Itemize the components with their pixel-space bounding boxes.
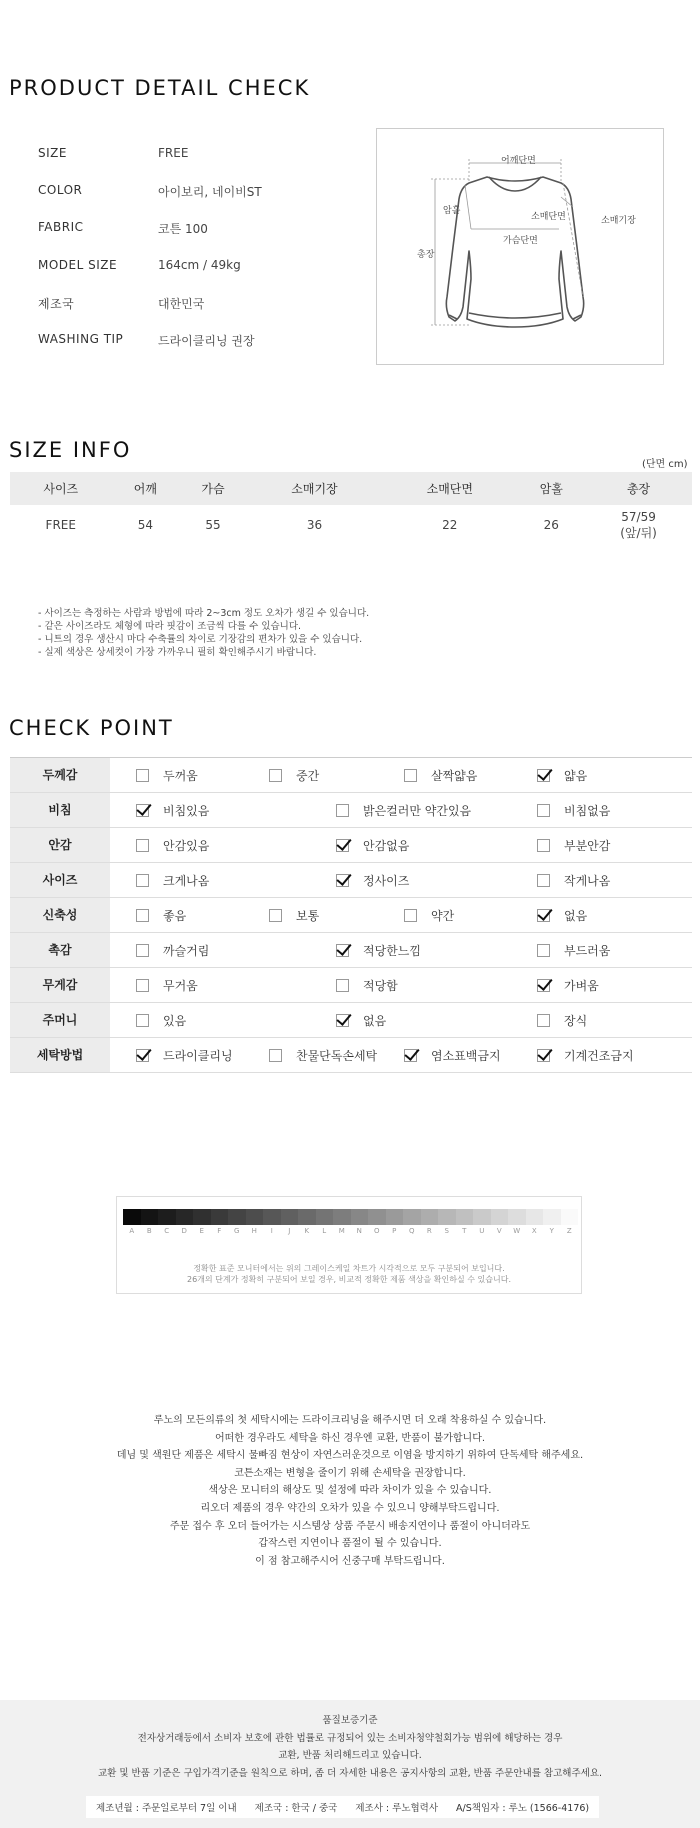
unchecked-box-icon[interactable] (136, 769, 149, 782)
unchecked-box-icon[interactable] (136, 1014, 149, 1027)
spec-row (38, 258, 358, 295)
check-row (10, 1003, 692, 1038)
checked-box-icon[interactable] (136, 804, 149, 817)
checked-box-icon[interactable] (336, 1014, 349, 1027)
gray-letter: J (288, 1227, 291, 1235)
spec-value: 아이보리, 네이비ST (158, 185, 262, 200)
size-note: - 사이즈는 측정하는 사람과 방법에 따라 2~3cm 정도 오차가 생길 수 있습니다. (38, 608, 370, 619)
gray-swatch (368, 1209, 386, 1225)
gray-letter: F (217, 1227, 222, 1235)
check-row-label: 무게감 (10, 968, 110, 1002)
gray-letter: I (270, 1227, 273, 1235)
label-sleeve-width: 소매단면 (531, 212, 566, 222)
gray-caption-line: 26개의 단계가 정확히 구분되어 보일 경우, 비교적 정확한 제품 색상을 확인하실 수 있습니다. (187, 1275, 511, 1284)
check-option[interactable] (136, 1038, 233, 1072)
check-row (10, 968, 692, 1003)
label-armhole: 암홀 (443, 206, 461, 216)
gray-letter: Y (549, 1227, 554, 1235)
check-option[interactable] (537, 898, 587, 932)
size-table (10, 472, 692, 545)
check-row-label: 세탁방법 (10, 1038, 110, 1072)
check-option[interactable] (336, 933, 421, 967)
check-option[interactable] (136, 793, 209, 827)
size-cell (585, 505, 692, 545)
gray-swatch (438, 1209, 456, 1225)
gray-letter: Z (566, 1227, 572, 1235)
gray-letter: N (356, 1227, 362, 1235)
check-option-label: 무거움 (163, 978, 198, 993)
check-option-label: 안감있음 (163, 838, 210, 853)
check-option[interactable] (136, 898, 186, 932)
size-cell (10, 505, 112, 545)
check-option-label: 있음 (163, 1013, 187, 1028)
gray-caption-line: 정확한 표준 모니터에서는 위의 그레이스케일 차트가 시각적으로 모두 구분되어 보입니다. (193, 1264, 505, 1273)
spec-value: 드라이클리닝 권장 (158, 333, 255, 348)
check-option-label: 없음 (564, 908, 588, 923)
check-option[interactable] (537, 1003, 587, 1037)
unchecked-box-icon[interactable] (537, 1014, 550, 1027)
size-cell-sub: (앞/뒤) (620, 525, 657, 540)
unchecked-box-icon[interactable] (136, 909, 149, 922)
footer-info-bar (86, 1796, 599, 1818)
gray-swatch (351, 1209, 369, 1225)
size-col-header: 암홀 (517, 472, 585, 505)
spec-label: FABRIC (38, 220, 84, 235)
gray-letter: U (479, 1227, 485, 1235)
spec-label: WASHING TIP (38, 331, 124, 346)
gray-letter: D (181, 1227, 187, 1235)
check-option[interactable] (537, 933, 610, 967)
check-option-label: 비침없음 (564, 803, 611, 818)
spec-label: 제조국 (38, 296, 75, 311)
unchecked-box-icon[interactable] (269, 1049, 282, 1062)
notice-line: 데님 및 색원단 제품은 세탁시 물빠짐 현상이 자연스러운것으로 이염을 방지하기 위하여 단독세탁 해주세요. (116, 1450, 584, 1462)
check-option-label: 살짝얇음 (431, 768, 478, 783)
gray-letter: A (129, 1227, 135, 1235)
spec-value: 코튼 100 (158, 222, 208, 237)
check-option[interactable] (537, 758, 587, 792)
unchecked-box-icon[interactable] (537, 804, 550, 817)
check-option-label: 비침있음 (163, 803, 210, 818)
gray-letter: M (338, 1227, 345, 1235)
check-row-label: 신축성 (10, 898, 110, 932)
check-option-label: 안감없음 (363, 838, 410, 853)
footer-line: 교환, 반품 처리해드리고 있습니다. (278, 1750, 422, 1761)
check-option[interactable] (336, 1003, 386, 1037)
gray-swatch (141, 1209, 159, 1225)
size-cell (179, 505, 247, 545)
size-note: - 니트의 경우 생산시 마다 수축률의 차이로 기장감의 편차가 있을 수 있습니다. (38, 634, 363, 645)
gray-letter: T (462, 1227, 467, 1235)
spec-list (38, 146, 358, 369)
size-col-header: 소매단면 (382, 472, 517, 505)
notice-line: 갑작스런 지연이나 품절이 될 수 있습니다. (258, 1538, 442, 1550)
checked-box-icon[interactable] (537, 1049, 550, 1062)
check-row (10, 1038, 692, 1073)
check-option-label: 중간 (296, 768, 320, 783)
check-option-label: 찬물단독손세탁 (296, 1048, 378, 1063)
check-option-label: 적당함 (363, 978, 398, 993)
check-option-label: 좋음 (163, 908, 187, 923)
check-option[interactable] (537, 968, 599, 1002)
notice-line: 루노의 모든의류의 첫 세탁시에는 드라이크리닝을 해주시면 더 오래 착용하실 수 있습니다. (153, 1415, 547, 1426)
check-option[interactable] (136, 933, 209, 967)
gray-swatch (333, 1209, 351, 1225)
check-option-label: 얇음 (564, 768, 588, 783)
checked-box-icon[interactable] (404, 1049, 417, 1062)
check-option[interactable] (136, 863, 209, 897)
gray-letter: G (234, 1227, 240, 1235)
check-option-label: 작게나옴 (564, 873, 611, 888)
notice-line: 어떠한 경우라도 세탁을 하신 경우엔 교환, 반품이 불가합니다. (214, 1432, 486, 1444)
footer-title: 품질보증기준 (322, 1715, 378, 1726)
checked-box-icon[interactable] (136, 1049, 149, 1062)
gray-letter: S (444, 1227, 449, 1235)
size-col-header: 가슴 (179, 472, 247, 505)
check-point-title: CHECK POINT (9, 716, 174, 740)
label-shoulder: 어깨단면 (501, 156, 536, 166)
footer-info-item: 제조사 : 루노협력사 (355, 1803, 439, 1814)
garment-diagram (376, 128, 664, 365)
check-option[interactable] (537, 863, 610, 897)
gray-swatch (508, 1209, 526, 1225)
check-row-label: 안감 (10, 828, 110, 862)
gray-swatch (561, 1209, 579, 1225)
check-option-label: 장식 (564, 1013, 588, 1028)
unchecked-box-icon[interactable] (136, 839, 149, 852)
check-option-label: 드라이클리닝 (163, 1048, 233, 1063)
check-option-label: 보통 (296, 908, 320, 923)
grayscale-panel (116, 1196, 582, 1294)
unchecked-box-icon[interactable] (136, 979, 149, 992)
size-cell (382, 505, 517, 545)
label-sleeve-length: 소매기장 (601, 216, 636, 226)
check-option[interactable] (136, 1003, 186, 1037)
footer-info-item: 제조년월 : 주문일로부터 7일 이내 (96, 1803, 237, 1814)
unchecked-box-icon[interactable] (336, 804, 349, 817)
grayscale-caption (117, 1263, 581, 1285)
size-col-header: 총장 (585, 472, 692, 505)
gray-swatch (123, 1209, 141, 1225)
gray-swatch (281, 1209, 299, 1225)
footer-info-item: 제조국 : 한국 / 중국 (254, 1803, 338, 1814)
gray-swatch (246, 1209, 264, 1225)
grayscale-letters (123, 1227, 578, 1235)
gray-letter: E (199, 1227, 204, 1235)
gray-swatch (403, 1209, 421, 1225)
gray-swatch (228, 1209, 246, 1225)
care-notice (0, 1412, 700, 1570)
check-option[interactable] (336, 968, 398, 1002)
spec-label: COLOR (38, 183, 83, 198)
gray-letter: B (146, 1227, 152, 1235)
size-cell-value: 26 (543, 518, 559, 532)
size-cell (112, 505, 180, 545)
unchecked-box-icon[interactable] (136, 874, 149, 887)
check-option-label: 기계건조금지 (564, 1048, 634, 1063)
check-option[interactable] (136, 968, 198, 1002)
unchecked-box-icon[interactable] (537, 839, 550, 852)
gray-swatch (421, 1209, 439, 1225)
spec-row (38, 146, 358, 183)
gray-letter: W (513, 1227, 521, 1235)
check-row (10, 758, 692, 793)
gray-letter: X (531, 1227, 537, 1235)
gray-swatch (473, 1209, 491, 1225)
notice-line: 코튼소재는 변형을 줄이기 위해 손세탁을 권장합니다. (234, 1467, 466, 1479)
gray-swatch (193, 1209, 211, 1225)
footer-line: 전자상거래등에서 소비자 보호에 관한 법률로 규정되어 있는 소비자청약철회가능 범위에 해당하는 경우 (137, 1732, 563, 1744)
check-option[interactable] (269, 898, 319, 932)
check-option-label: 가벼움 (564, 978, 599, 993)
check-option[interactable] (336, 828, 409, 862)
check-option[interactable] (404, 1038, 501, 1072)
check-row (10, 898, 692, 933)
gray-letter: L (322, 1227, 327, 1235)
label-chest: 가슴단면 (503, 236, 538, 246)
unchecked-box-icon[interactable] (136, 944, 149, 957)
gray-letter: O (373, 1227, 380, 1235)
check-option-label: 밝은컬러만 약간있음 (363, 803, 472, 818)
gray-swatch (456, 1209, 474, 1225)
size-info-title: SIZE INFO (9, 438, 132, 462)
check-option[interactable] (136, 758, 198, 792)
gray-letter: V (496, 1227, 502, 1235)
gray-swatch (211, 1209, 229, 1225)
size-cell-value: 22 (442, 518, 458, 532)
gray-swatch (386, 1209, 404, 1225)
check-row-label: 두께감 (10, 758, 110, 792)
check-option[interactable] (537, 828, 610, 862)
spec-row (38, 183, 358, 220)
check-option[interactable] (136, 828, 209, 862)
unchecked-box-icon[interactable] (269, 909, 282, 922)
checked-box-icon[interactable] (336, 839, 349, 852)
check-option-label: 적당한느낌 (363, 943, 421, 958)
spec-value: 대한민국 (158, 296, 205, 311)
unchecked-box-icon[interactable] (537, 944, 550, 957)
label-total-length: 총장 (417, 250, 435, 260)
gray-swatch (491, 1209, 509, 1225)
checked-box-icon[interactable] (336, 874, 349, 887)
size-notes (38, 607, 369, 659)
check-row-label: 촉감 (10, 933, 110, 967)
size-note: - 실제 색상은 상세컷이 가장 가까우니 필히 확인해주시기 바랍니다. (38, 647, 317, 658)
check-option-label: 부드러움 (564, 943, 611, 958)
gray-letter: K (304, 1227, 310, 1235)
spec-row (38, 220, 358, 257)
gray-swatch (158, 1209, 176, 1225)
spec-label: SIZE (38, 146, 67, 160)
check-option-label: 없음 (363, 1013, 387, 1028)
check-row (10, 863, 692, 898)
size-col-header: 어깨 (112, 472, 180, 505)
unchecked-box-icon[interactable] (537, 874, 550, 887)
gray-swatch (526, 1209, 544, 1225)
check-option[interactable] (269, 758, 319, 792)
checked-box-icon[interactable] (537, 769, 550, 782)
check-option[interactable] (537, 1038, 634, 1072)
size-cell-value: 57/59 (621, 509, 656, 524)
spec-label: MODEL SIZE (38, 257, 118, 272)
size-col-header: 사이즈 (10, 472, 112, 505)
check-option-label: 염소표백금지 (431, 1048, 501, 1063)
unchecked-box-icon[interactable] (404, 909, 417, 922)
spec-value: 164cm / 49kg (158, 257, 241, 272)
check-option[interactable] (336, 863, 409, 897)
gray-swatch (176, 1209, 194, 1225)
gray-letter: P (392, 1227, 397, 1235)
size-cell-value: 36 (306, 518, 323, 532)
check-row (10, 793, 692, 828)
size-cell-value: FREE (45, 518, 76, 532)
check-option[interactable] (336, 793, 471, 827)
size-cell (517, 505, 585, 545)
footer-info-item: A/S책임자 : 루노 (1566-4176) (456, 1803, 590, 1814)
detail-title: PRODUCT DETAIL CHECK (9, 76, 311, 100)
notice-line: 주문 접수 후 오더 들어가는 시스템상 상품 주문시 배송지연이나 품절이 아니더라도 (169, 1520, 531, 1532)
check-row-label: 사이즈 (10, 863, 110, 897)
checked-box-icon[interactable] (537, 909, 550, 922)
unchecked-box-icon[interactable] (269, 769, 282, 782)
gray-letter: Q (408, 1227, 415, 1235)
check-option-label: 정사이즈 (363, 873, 410, 888)
unchecked-box-icon[interactable] (336, 979, 349, 992)
size-note: - 같은 사이즈라도 체형에 따라 핏감이 조금씩 다를 수 있습니다. (38, 621, 302, 632)
unchecked-box-icon[interactable] (404, 769, 417, 782)
notice-line: 색상은 모니터의 해상도 및 설정에 따라 차이가 있을 수 있습니다. (208, 1485, 492, 1497)
size-col-header: 소매기장 (247, 472, 382, 505)
size-cell (247, 505, 382, 545)
gray-letter: R (426, 1227, 432, 1235)
check-option-label: 까슬거림 (163, 943, 210, 958)
check-option-label: 부분안감 (564, 838, 611, 853)
check-option-label: 약간 (431, 908, 455, 923)
footer-line: 교환 및 반품 기준은 구입가격기준을 원칙으로 하며, 좀 더 자세한 내용은 공지사항의 교환, 반품 주문안내를 참고해주세요. (97, 1767, 603, 1779)
check-option-label: 크게나옴 (163, 873, 210, 888)
check-row-label: 주머니 (10, 1003, 110, 1037)
check-option[interactable] (269, 1038, 377, 1072)
quality-footer (0, 1700, 700, 1828)
check-row-label: 비침 (10, 793, 110, 827)
gray-swatch (298, 1209, 316, 1225)
checked-box-icon[interactable] (336, 944, 349, 957)
notice-line: 이 점 참고해주시어 신중구매 부탁드립니다. (255, 1555, 445, 1567)
check-option[interactable] (404, 898, 454, 932)
check-row (10, 828, 692, 863)
check-option[interactable] (537, 793, 610, 827)
check-option[interactable] (404, 758, 477, 792)
checked-box-icon[interactable] (537, 979, 550, 992)
gray-swatch (543, 1209, 561, 1225)
gray-letter: C (164, 1227, 170, 1235)
size-cell-value: 54 (137, 518, 153, 532)
check-option-label: 두꺼움 (163, 768, 198, 783)
spec-row (38, 295, 358, 332)
gray-swatch (263, 1209, 281, 1225)
notice-line: 리오더 제품의 경우 약간의 오차가 있을 수 있으니 양해부탁드립니다. (200, 1502, 500, 1514)
size-cell-value: 55 (205, 518, 221, 532)
spec-row (38, 332, 358, 369)
gray-letter: H (251, 1227, 257, 1235)
spec-value: FREE (158, 146, 189, 160)
size-unit: (단면 cm) (642, 459, 688, 470)
check-row (10, 933, 692, 968)
grayscale-strip (123, 1209, 578, 1225)
gray-swatch (316, 1209, 334, 1225)
